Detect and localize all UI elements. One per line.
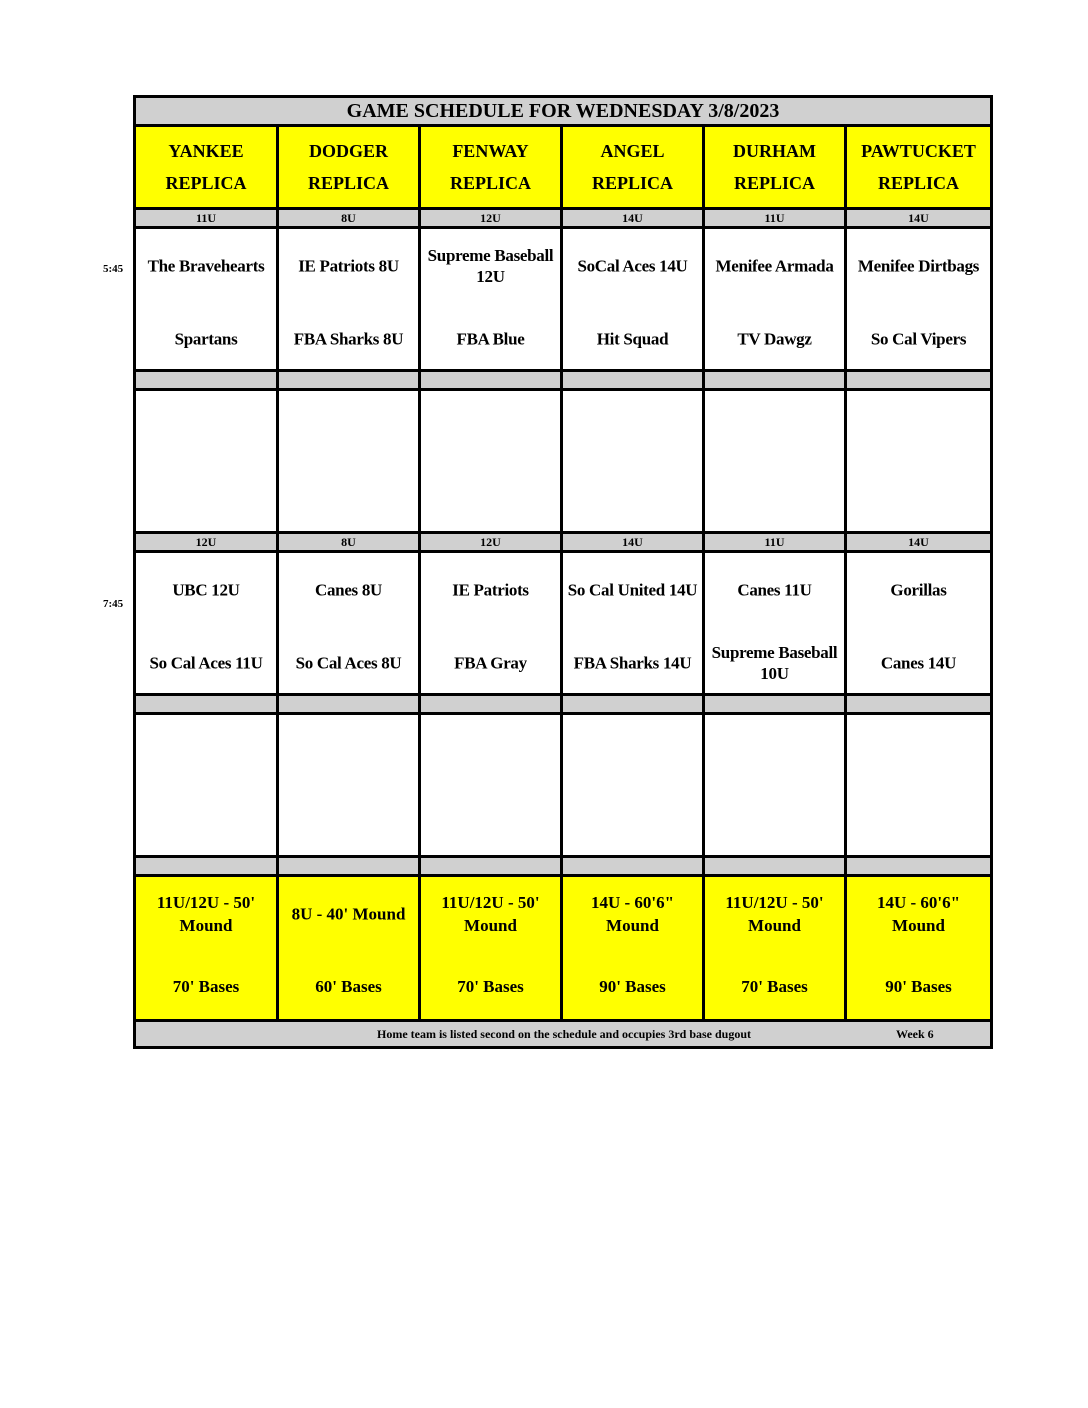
empty-cell: [562, 714, 704, 857]
blank-divider: [278, 695, 420, 714]
away-team: Canes 11U: [737, 580, 812, 600]
division-label: 8U: [278, 209, 420, 228]
empty-cell: [846, 390, 992, 533]
empty-row: [135, 390, 992, 533]
mound-distance: 11U/12U - 50' Mound: [441, 893, 540, 935]
empty-cell: [562, 390, 704, 533]
game-cell: [562, 552, 704, 695]
game-cell: [846, 228, 992, 371]
blank-divider: [704, 695, 846, 714]
field-sub: REPLICA: [449, 173, 531, 193]
home-team: Hit Squad: [596, 329, 669, 349]
away-team: Gorillas: [890, 580, 947, 600]
field-spec-row: [135, 876, 992, 1021]
division-label: 12U: [420, 209, 562, 228]
blank-divider: [278, 857, 420, 876]
game-cell: [562, 228, 704, 371]
division-label: 12U: [135, 533, 278, 552]
home-team: Canes 14U: [880, 653, 957, 673]
away-team: IE Patriots: [452, 580, 529, 600]
field-spec-cell: [704, 876, 846, 1021]
game-cell: [135, 552, 278, 695]
blank-divider: [846, 695, 992, 714]
game-cell: [278, 228, 420, 371]
field-header-row: [135, 126, 992, 209]
blank-divider: [846, 371, 992, 390]
field-spec-cell: [278, 876, 420, 1021]
base-distance: 60' Bases: [315, 977, 382, 996]
mound-distance: 11U/12U - 50' Mound: [156, 893, 256, 935]
empty-cell: [704, 714, 846, 857]
empty-cell: [704, 390, 846, 533]
week-label: Week 6: [896, 1026, 934, 1041]
division-label: 11U: [704, 533, 846, 552]
division-row: [135, 533, 992, 552]
home-team: FBA Sharks 14U: [573, 653, 692, 673]
blank-divider: [420, 857, 562, 876]
game-row: [135, 228, 992, 371]
base-distance: 90' Bases: [885, 977, 952, 996]
field-sub: REPLICA: [307, 173, 389, 193]
empty-cell: [135, 714, 278, 857]
field-header: [420, 126, 562, 209]
division-label: 8U: [278, 533, 420, 552]
field-spec-cell: [562, 876, 704, 1021]
field-spec-cell: [135, 876, 278, 1021]
game-cell: [846, 552, 992, 695]
game-cell: [420, 228, 562, 371]
away-team: UBC 12U: [172, 580, 240, 600]
blank-divider: [562, 371, 704, 390]
division-label: 14U: [562, 209, 704, 228]
base-distance: 90' Bases: [599, 977, 666, 996]
field-name: ANGEL: [600, 141, 665, 161]
game-cell: [420, 552, 562, 695]
blank-divider: [135, 695, 278, 714]
time-slot-1: 5:45: [103, 263, 124, 275]
blank-divider-row: [135, 695, 992, 714]
game-cell: [135, 228, 278, 371]
field-header: [846, 126, 992, 209]
field-sub: REPLICA: [591, 173, 673, 193]
empty-cell: [420, 714, 562, 857]
blank-divider: [420, 371, 562, 390]
away-team: IE Patriots 8U: [298, 256, 399, 276]
field-name: DODGER: [308, 141, 388, 161]
mound-distance: 14U - 60'6" Mound: [590, 893, 675, 935]
field-header: [562, 126, 704, 209]
away-team: The Bravehearts: [147, 256, 265, 276]
blank-divider: [704, 857, 846, 876]
footer-note: Home team is listed second on the schedule and occupies 3rd base dugout: [376, 1026, 752, 1041]
footer-row: [135, 1021, 992, 1048]
schedule-table: [133, 95, 993, 1049]
field-header: [278, 126, 420, 209]
home-team: So Cal Aces 11U: [149, 653, 263, 673]
away-team: Menifee Armada: [715, 256, 834, 276]
home-team: FBA Sharks 8U: [293, 329, 404, 349]
empty-cell: [846, 714, 992, 857]
home-team: Supreme Baseball 10U: [711, 643, 838, 683]
division-row: [135, 209, 992, 228]
blank-divider: [278, 371, 420, 390]
away-team: SoCal Aces 14U: [577, 256, 688, 276]
base-distance: 70' Bases: [741, 977, 808, 996]
away-team: So Cal United 14U: [567, 580, 698, 600]
field-name: YANKEE: [168, 141, 244, 161]
division-label: 12U: [420, 533, 562, 552]
field-name: DURHAM: [733, 141, 816, 161]
empty-cell: [420, 390, 562, 533]
mound-distance: 14U - 60'6" Mound: [876, 893, 961, 935]
division-label: 11U: [135, 209, 278, 228]
blank-divider-row: [135, 371, 992, 390]
home-team: FBA Blue: [456, 329, 525, 349]
game-cell: [704, 552, 846, 695]
blank-divider: [846, 857, 992, 876]
division-label: 14U: [846, 209, 992, 228]
empty-cell: [278, 390, 420, 533]
field-header: [135, 126, 278, 209]
home-team: Spartans: [174, 329, 238, 349]
blank-divider-row: [135, 857, 992, 876]
home-team: TV Dawgz: [737, 329, 812, 349]
home-team: So Cal Vipers: [870, 329, 967, 349]
empty-cell: [135, 390, 278, 533]
division-label: 11U: [704, 209, 846, 228]
field-name: PAWTUCKET: [861, 141, 976, 161]
away-team: Canes 8U: [314, 580, 383, 600]
field-sub: REPLICA: [165, 173, 247, 193]
blank-divider: [704, 371, 846, 390]
game-cell: [278, 552, 420, 695]
field-name: FENWAY: [452, 141, 529, 161]
time-slot-2: 7:45: [103, 598, 124, 610]
empty-cell: [278, 714, 420, 857]
home-team: So Cal Aces 8U: [295, 653, 402, 673]
division-label: 14U: [562, 533, 704, 552]
blank-divider: [420, 695, 562, 714]
field-spec-cell: [420, 876, 562, 1021]
game-row: [135, 552, 992, 695]
field-sub: REPLICA: [733, 173, 815, 193]
schedule-title: GAME SCHEDULE FOR WEDNESDAY 3/8/2023: [135, 97, 992, 126]
base-distance: 70' Bases: [457, 977, 524, 996]
mound-distance: 8U - 40' Mound: [291, 904, 406, 924]
empty-row: [135, 714, 992, 857]
blank-divider: [135, 371, 278, 390]
home-team: FBA Gray: [454, 653, 527, 673]
blank-divider: [562, 695, 704, 714]
division-label: 14U: [846, 533, 992, 552]
blank-divider: [135, 857, 278, 876]
mound-distance: 11U/12U - 50' Mound: [725, 893, 824, 935]
field-header: [704, 126, 846, 209]
field-sub: REPLICA: [877, 173, 959, 193]
away-team: Menifee Dirtbags: [857, 256, 980, 276]
field-spec-cell: [846, 876, 992, 1021]
footer-cell: [135, 1021, 992, 1048]
game-cell: [704, 228, 846, 371]
blank-divider: [562, 857, 704, 876]
base-distance: 70' Bases: [172, 977, 240, 996]
away-team: Supreme Baseball 12U: [427, 246, 554, 286]
